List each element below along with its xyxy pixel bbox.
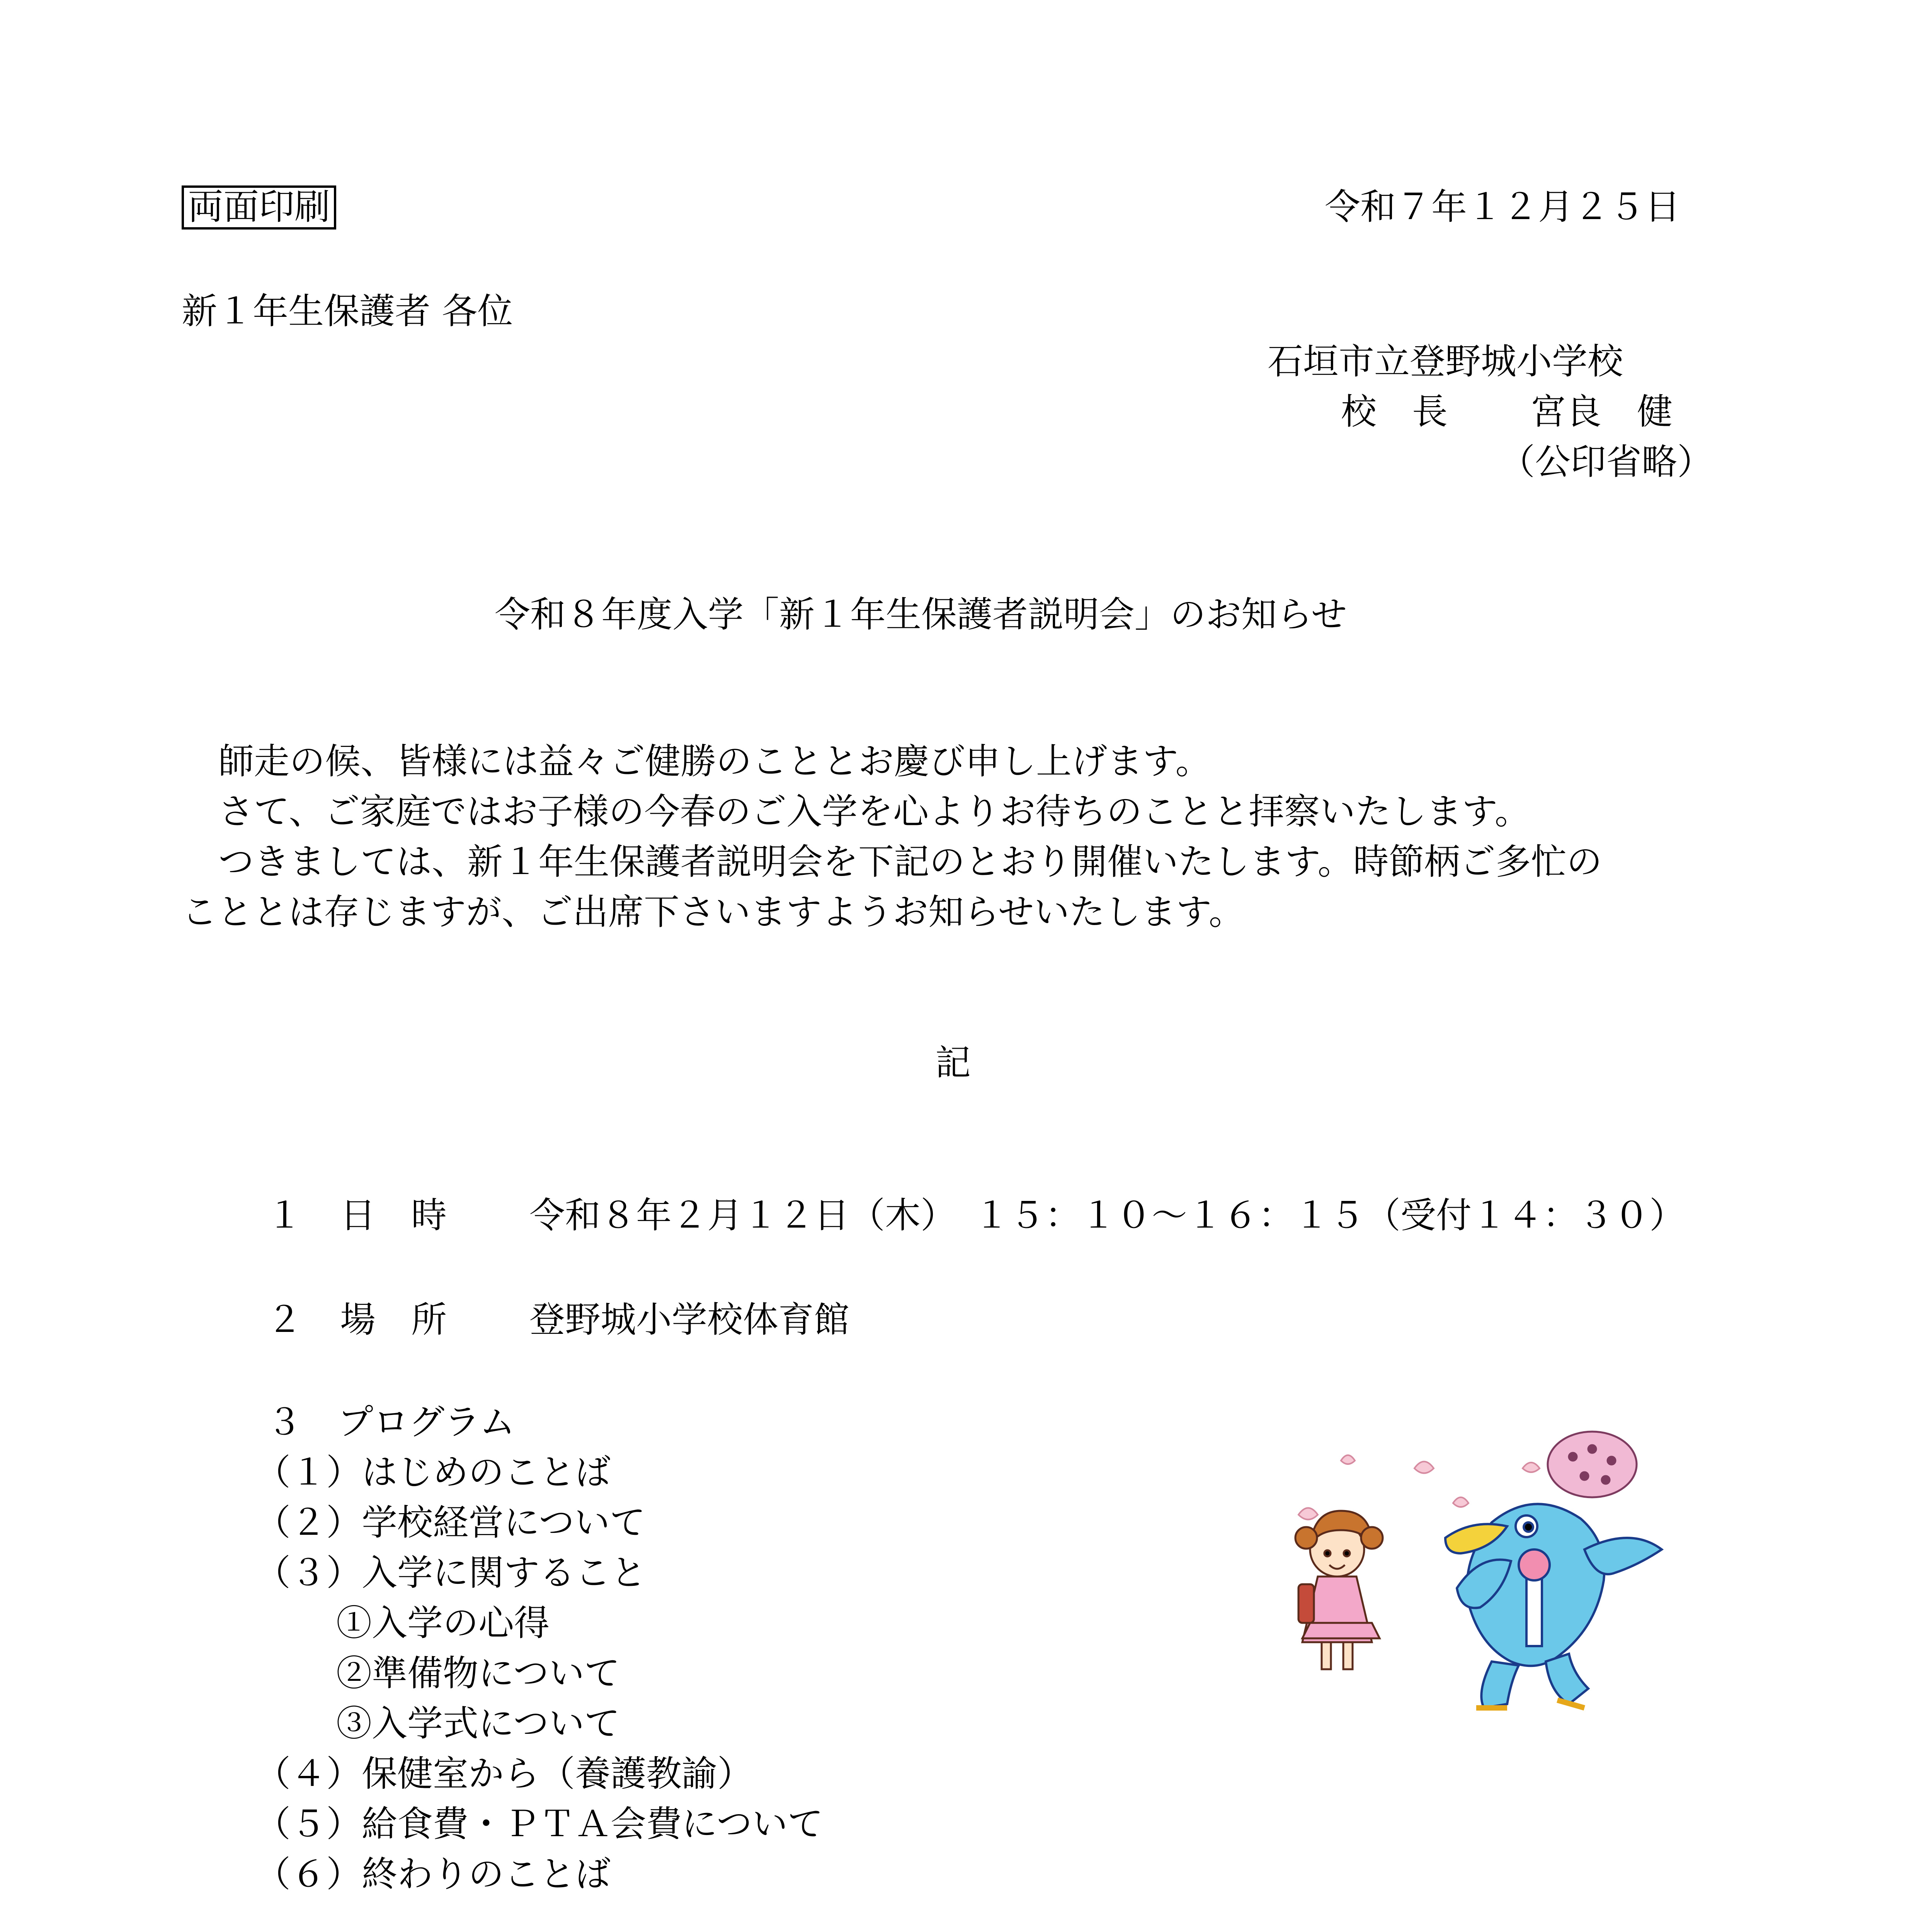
document-title: 令和８年度入学「新１年生保護者説明会」のお知らせ bbox=[495, 594, 1347, 635]
school-name: 石垣市立登野城小学校 bbox=[1268, 341, 1623, 382]
girl-character-icon bbox=[1295, 1511, 1383, 1669]
program-entry: （６）終わりのことば bbox=[255, 1854, 611, 1895]
item-2-value: 登野城小学校体育館 bbox=[529, 1299, 850, 1340]
body-line-4: こととは存じますが、ご出席下さいますようお知らせいたします。 bbox=[182, 891, 1244, 933]
seal-note: （公印省略） bbox=[1499, 441, 1713, 483]
program-entry: （３）入学に関すること bbox=[255, 1552, 647, 1594]
principal-name: 宮良 健 bbox=[1530, 391, 1673, 432]
recipient: 新１年生保護者 各位 bbox=[182, 291, 513, 332]
ki-marker: 記 bbox=[935, 1042, 971, 1083]
girl-and-bird-illustration bbox=[1275, 1422, 1685, 1747]
program-entry: （４）保健室から（養護教諭） bbox=[255, 1753, 753, 1794]
principal-title: 校 長 bbox=[1341, 391, 1448, 432]
item-1-number: １ bbox=[267, 1195, 303, 1236]
body-line-2: さて、ご家庭ではお子様の今春のご入学を心よりお待ちのことと拝察いたします。 bbox=[218, 791, 1530, 832]
program-sub-entry: ③入学式について bbox=[336, 1703, 620, 1744]
petal-icon bbox=[1298, 1455, 1540, 1520]
flower-cluster-icon bbox=[1548, 1432, 1637, 1497]
item-2-number: ２ bbox=[267, 1299, 303, 1340]
item-2-label: 場 所 bbox=[340, 1299, 447, 1340]
program-entry: （１）はじめのことば bbox=[255, 1452, 611, 1493]
body-line-3: つきましては、新１年生保護者説明会を下記のとおり開催いたします。時節柄ご多忙の bbox=[218, 841, 1602, 883]
item-1-label: 日 時 bbox=[340, 1195, 447, 1236]
program-sub-entry: ①入学の心得 bbox=[336, 1602, 550, 1644]
body-line-1: 師走の候、皆様には益々ご健勝のこととお慶び申し上げます。 bbox=[218, 741, 1211, 782]
program-entry: （５）給食費・ＰＴＡ会費について bbox=[255, 1803, 824, 1845]
program-heading: ３ プログラム bbox=[267, 1401, 516, 1443]
bird-mascot-icon bbox=[1445, 1504, 1662, 1708]
print-duplex-label: 両面印刷 bbox=[182, 185, 336, 230]
document-date: 令和７年１２月２５日 bbox=[1324, 186, 1680, 228]
item-1-value: 令和８年２月１２日（木） １５：１０～１６：１５（受付１４：３０） bbox=[529, 1195, 1685, 1236]
program-sub-entry: ②準備物について bbox=[336, 1653, 620, 1694]
program-entry: （２）学校経営について bbox=[255, 1502, 646, 1543]
